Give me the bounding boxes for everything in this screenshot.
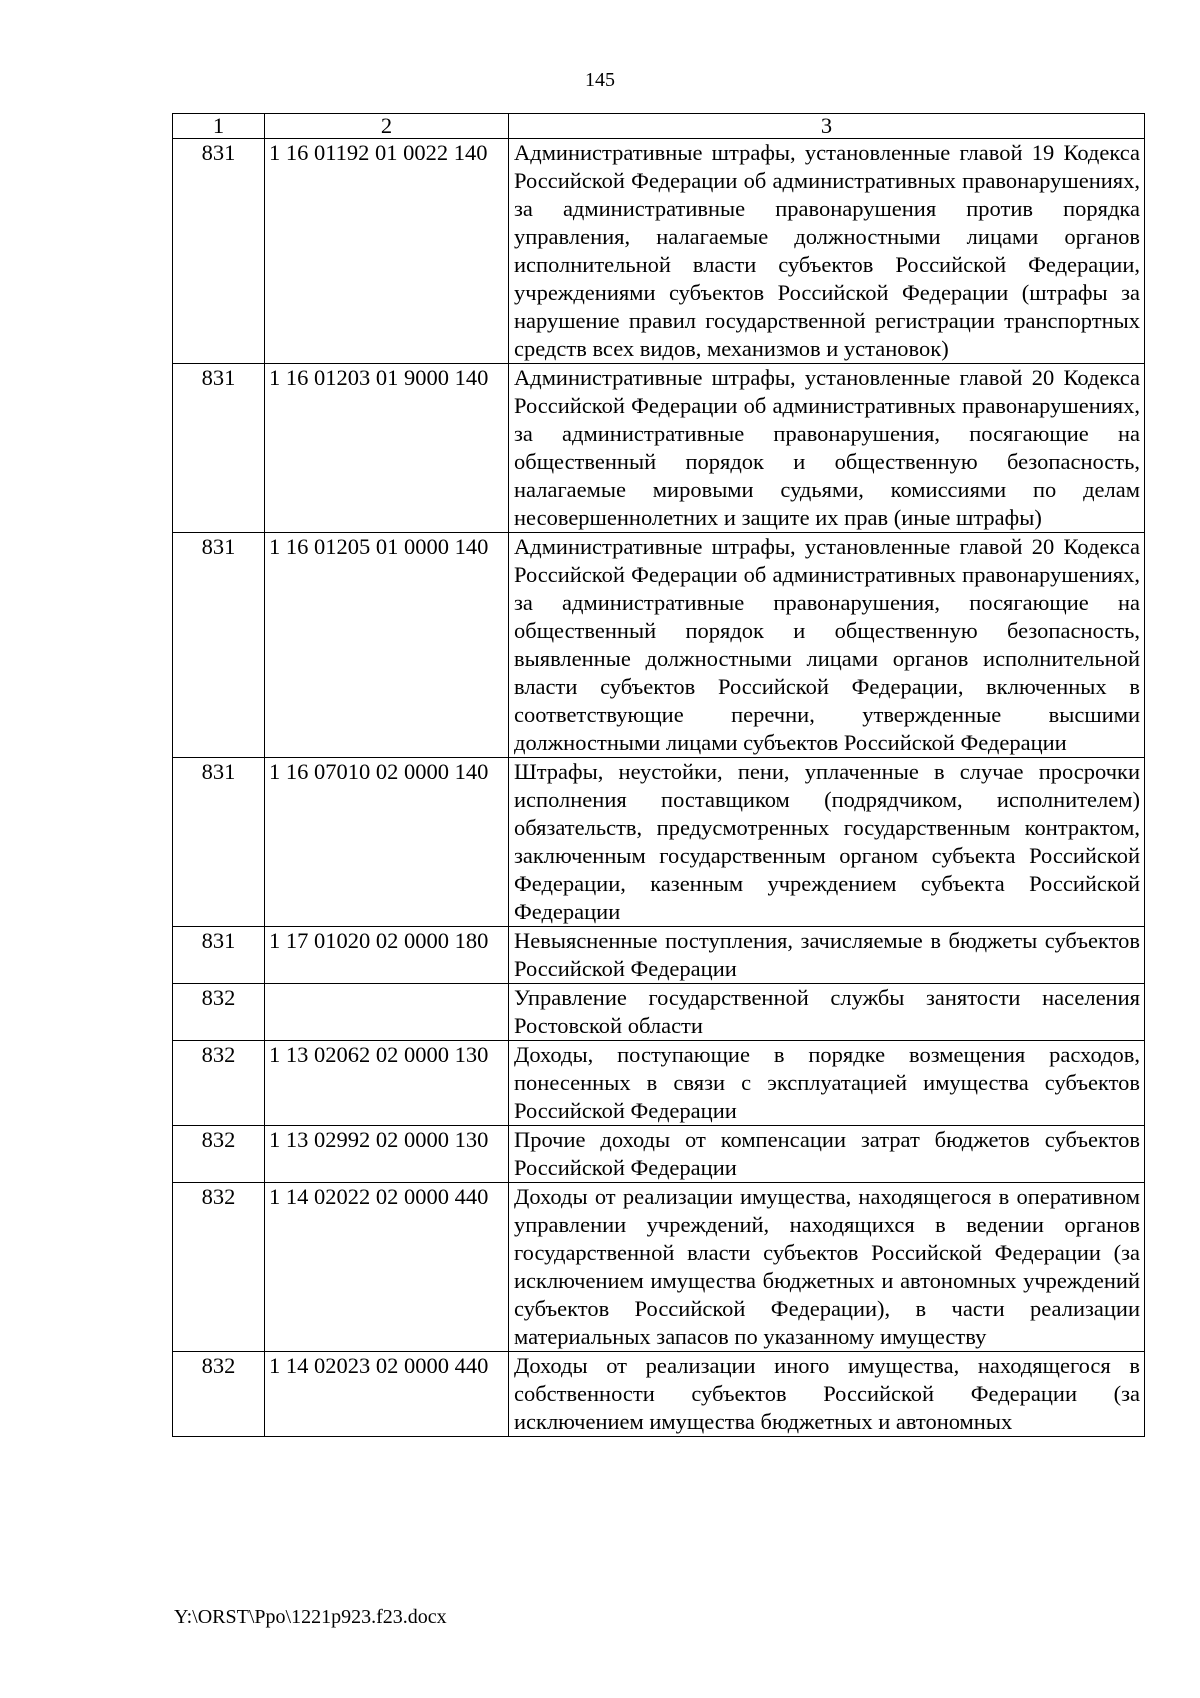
description-cell: Доходы от реализации имущества, находящегося в оперативном управлении учреждений, находящихся в ведении органов государственной власти субъектов Российской Федерации (за исключением имущества бюджетных и автономных учреждений субъектов Российской Федерации), в части реализации материальных запасов по указанному имуществу (509, 1183, 1145, 1352)
admin-code-cell: 831 (173, 139, 265, 364)
file-path-footer: Y:\ORST\Ppo\1221p923.f23.docx (174, 1606, 447, 1628)
admin-code-cell: 831 (173, 758, 265, 927)
admin-code-cell: 831 (173, 364, 265, 533)
description-cell: Административные штрафы, установленные главой 19 Кодекса Российской Федерации об административных правонарушениях, за административные правонарушения против порядка управления, налагаемые должностными лицами органов исполнительной власти субъектов Российской Федерации, учреждениями субъектов Российской Федерации (штрафы за нарушение правил государственной регистрации транспортных средств всех видов, механизмов и установок) (509, 139, 1145, 364)
admin-code-cell: 832 (173, 1041, 265, 1126)
table-row (173, 1041, 1145, 1126)
description-cell: Управление государственной службы занятости населения Ростовской области (509, 984, 1145, 1041)
description-cell: Штрафы, неустойки, пени, уплаченные в случае просрочки исполнения поставщиком (подрядчиком, исполнителем) обязательств, предусмотренных государственным контрактом, заключенным государственным органом субъекта Российской Федерации, казенным учреждением субъекта Российской Федерации (509, 758, 1145, 927)
description-cell (509, 1352, 1145, 1437)
admin-code-cell: 832 (173, 1126, 265, 1183)
budget-code-cell: 1 16 07010 02 0000 140 (265, 758, 509, 927)
table-row (173, 758, 1145, 927)
table-row (173, 1352, 1145, 1437)
budget-classification-table (172, 113, 1145, 1437)
admin-code-cell: 831 (173, 533, 265, 758)
table-row (173, 984, 1145, 1041)
table-row (173, 1183, 1145, 1352)
column-header-1: 1 (173, 114, 265, 139)
budget-code-cell: 1 13 02062 02 0000 130 (265, 1041, 509, 1126)
budget-code-cell: 1 13 02992 02 0000 130 (265, 1126, 509, 1183)
budget-code-cell: 1 16 01205 01 0000 140 (265, 533, 509, 758)
description-text: Доходы от реализации иного имущества, находящегося в собственности субъектов Российской Федерации (за исключением имущества бюджетных и автономных (514, 1353, 1140, 1434)
description-cell: Административные штрафы, установленные главой 20 Кодекса Российской Федерации об административных правонарушениях, за административные правонарушения, посягающие на общественный порядок и общественную безопасность, выявленные должностными лицами органов исполнительной власти субъектов Российской Федерации, включенных в соответствующие перечни, утвержденные высшими должностными лицами субъектов Российской Федерации (509, 533, 1145, 758)
description-cell: Прочие доходы от компенсации затрат бюджетов субъектов Российской Федерации (509, 1126, 1145, 1183)
description-cell: Доходы, поступающие в порядке возмещения расходов, понесенных в связи с эксплуатацией имущества субъектов Российской Федерации (509, 1041, 1145, 1126)
table-header-row (173, 114, 1145, 139)
table-row (173, 533, 1145, 758)
column-header-3: 3 (509, 114, 1145, 139)
budget-code-cell: 1 14 02022 02 0000 440 (265, 1183, 509, 1352)
admin-code-cell: 832 (173, 1352, 265, 1437)
table-row (173, 1126, 1145, 1183)
description-cell: Административные штрафы, установленные главой 20 Кодекса Российской Федерации об административных правонарушениях, за административные правонарушения, посягающие на общественный порядок и общественную безопасность, налагаемые мировыми судьями, комиссиями по делам несовершеннолетних и защите их прав (иные штрафы) (509, 364, 1145, 533)
table-row (173, 927, 1145, 984)
budget-code-cell (265, 984, 509, 1041)
column-header-2: 2 (265, 114, 509, 139)
table-row (173, 139, 1145, 364)
admin-code-cell: 831 (173, 927, 265, 984)
budget-code-cell: 1 16 01192 01 0022 140 (265, 139, 509, 364)
admin-code-cell: 832 (173, 1183, 265, 1352)
table-row (173, 364, 1145, 533)
description-cell: Невыясненные поступления, зачисляемые в бюджеты субъектов Российской Федерации (509, 927, 1145, 984)
admin-code-cell: 832 (173, 984, 265, 1041)
budget-code-cell: 1 16 01203 01 9000 140 (265, 364, 509, 533)
budget-code-cell: 1 14 02023 02 0000 440 (265, 1352, 509, 1437)
page-number: 145 (585, 69, 615, 91)
budget-code-cell: 1 17 01020 02 0000 180 (265, 927, 509, 984)
